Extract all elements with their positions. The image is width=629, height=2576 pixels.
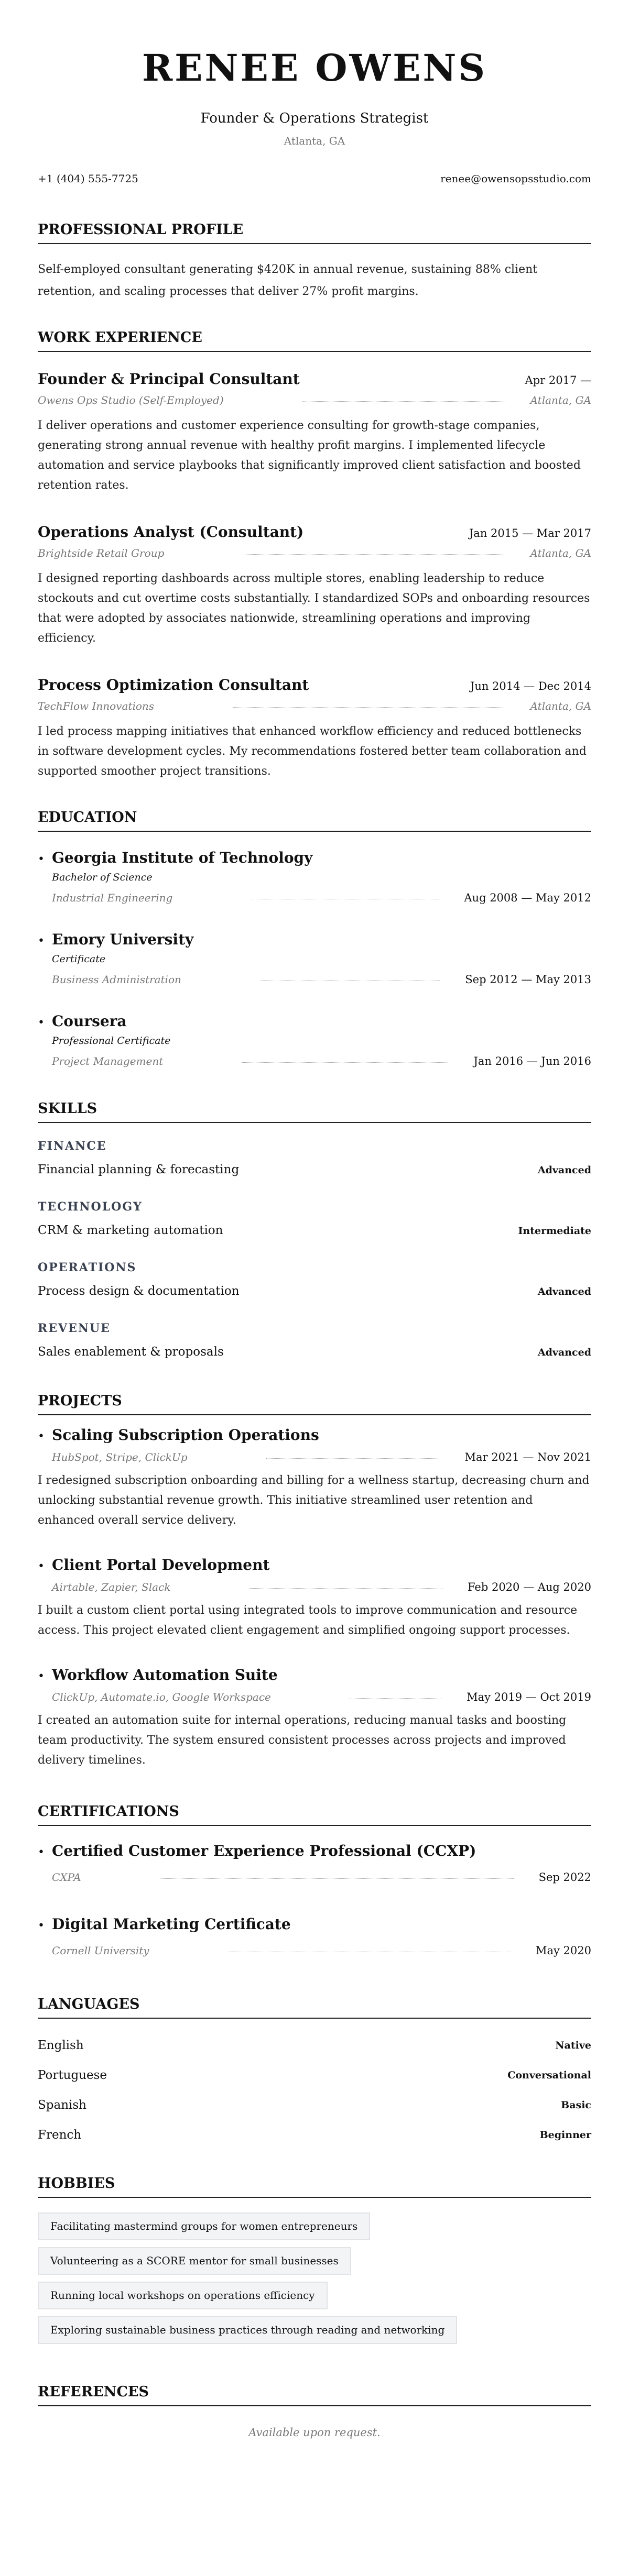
meta-left: HubSpot, Stripe, ClickUp (52, 1451, 188, 1463)
meta-right: Atlanta, GA (530, 700, 591, 712)
contact-row (38, 172, 591, 185)
projects-section (38, 1392, 591, 1770)
language-name: Spanish (38, 2098, 86, 2112)
meta-left: Airtable, Zapier, Slack (52, 1581, 171, 1593)
section-heading: LANGUAGES (38, 1996, 591, 2019)
job-entry (38, 523, 591, 648)
section-heading: WORK EXPERIENCE (38, 329, 591, 352)
meta-right: Feb 2020 — Aug 2020 (467, 1581, 591, 1593)
meta-right: Mar 2021 — Nov 2021 (464, 1451, 591, 1463)
section-heading: EDUCATION (38, 809, 591, 832)
bullet-icon: • (38, 1560, 45, 1573)
language-name: French (38, 2128, 82, 2142)
references-section (38, 2383, 591, 2439)
language-row (38, 2060, 591, 2090)
skill-category: FINANCE (38, 1139, 107, 1153)
candidate-name: RENEE OWENS (142, 46, 487, 90)
job-description: I designed reporting dashboards across multiple stores, enabling leadership to reduce stockouts and cut overtime costs substantially. I standardized SOPs and onboarding resources that were adopted by associates nationwide, streamlining operations and improving efficiency. (38, 572, 590, 645)
headline: Founder & Operations Strategist (200, 111, 429, 126)
references-text: Available upon request. (248, 2426, 381, 2439)
skill-group (38, 1199, 591, 1238)
meta-right: Sep 2012 — May 2013 (465, 973, 591, 986)
bullet-icon: • (38, 1670, 45, 1683)
education-section (38, 809, 591, 1069)
job-title: Founder & Principal Consultant (38, 370, 300, 388)
skill-category: REVENUE (38, 1322, 111, 1335)
certifications-section (38, 1803, 591, 1958)
skill-level: Advanced (537, 1164, 591, 1176)
bullet-icon: • (38, 934, 45, 948)
project-description: I created an automation suite for internal operations, reducing manual tasks and boosting team productivity. The system ensured consistent processes across projects and improved delivery timelines. (38, 1714, 567, 1767)
bullet-icon: • (38, 1016, 45, 1029)
meta-left: Industrial Engineering (52, 891, 173, 904)
language-level: Conversational (507, 2069, 591, 2081)
phone[interactable]: +1 (404) 555-7725 (38, 172, 138, 185)
job-description: I led process mapping initiatives that enhanced workflow efficiency and reduced bottlenecks in software development cycles. My recommendations fostered better team collaboration and supported smoother project transitions. (38, 725, 587, 778)
meta-left: Project Management (52, 1055, 164, 1067)
skill-name: Sales enablement & proposals (38, 1345, 224, 1359)
language-row (38, 2090, 591, 2120)
language-name: Portuguese (38, 2068, 107, 2082)
meta-left: Cornell University (52, 1944, 149, 1957)
dotted-leader (302, 401, 505, 402)
skill-level: Advanced (537, 1286, 591, 1297)
education-entry (38, 849, 591, 905)
skill-group (38, 1139, 591, 1177)
language-name: English (38, 2038, 84, 2052)
section-heading: SKILLS (38, 1100, 591, 1123)
meta-right: May 2020 (535, 1944, 591, 1957)
job-description: I deliver operations and customer experience consulting for growth-stage companies, generating strong annual revenue with healthy profit margins. I implemented lifecycle automation and service playbooks that significantly improved client satisfaction and boosted retention rates. (38, 419, 581, 492)
certification-name: Certified Customer Experience Professional (CCXP) (52, 1842, 476, 1859)
project-name: Client Portal Development (52, 1556, 270, 1573)
meta-left: TechFlow Innovations (38, 700, 155, 712)
location: Atlanta, GA (284, 135, 345, 147)
language-level: Basic (561, 2099, 591, 2111)
hobby-chip: Facilitating mastermind groups for women entrepreneurs (38, 2212, 370, 2240)
bullet-icon: • (38, 1430, 45, 1443)
meta-left: ClickUp, Automate.io, Google Workspace (52, 1691, 271, 1703)
skill-name: CRM & marketing automation (38, 1224, 223, 1237)
language-row (38, 2030, 591, 2060)
project-entry (38, 1556, 591, 1641)
job-dates: Apr 2017 — (525, 374, 591, 387)
job-dates: Jan 2015 — Mar 2017 (469, 527, 591, 540)
education-entry (38, 1012, 591, 1069)
bullet-icon: • (38, 853, 45, 866)
profile-text: Self-employed consultant generating $420K in annual revenue, sustaining 88% client retention, and scaling processes that deliver 27% profit margins. (38, 263, 538, 298)
section-heading: PROFESSIONAL PROFILE (38, 221, 591, 244)
language-row (38, 2120, 591, 2150)
job-title: Operations Analyst (Consultant) (38, 523, 304, 541)
skill-category: TECHNOLOGY (38, 1200, 143, 1214)
meta-left: Brightside Retail Group (38, 547, 165, 559)
hobby-chip: Exploring sustainable business practices through reading and networking (38, 2316, 457, 2344)
job-entry (38, 676, 591, 781)
dotted-leader (350, 1698, 441, 1699)
job-entry (38, 370, 591, 496)
hobby-chip: Volunteering as a SCORE mentor for small businesses (38, 2247, 351, 2275)
meta-left: Business Administration (52, 973, 181, 986)
meta-right: Jan 2016 — Jun 2016 (473, 1055, 591, 1067)
skill-level: Advanced (537, 1347, 591, 1358)
bullet-icon: • (38, 1919, 45, 1932)
work-section (38, 329, 591, 781)
project-name: Scaling Subscription Operations (52, 1426, 319, 1444)
hobby-chip: Running local workshops on operations efficiency (38, 2282, 328, 2309)
section-heading: CERTIFICATIONS (38, 1803, 591, 1826)
meta-right: Sep 2022 (538, 1871, 591, 1884)
dotted-leader (233, 707, 505, 708)
school-name: Coursera (52, 1012, 127, 1030)
project-description: I built a custom client portal using integrated tools to improve communication and resource access. This project elevated client engagement and simplified ongoing support processes. (38, 1604, 578, 1637)
section-heading: REFERENCES (38, 2383, 591, 2406)
resume-header (38, 0, 591, 185)
meta-right: Atlanta, GA (530, 547, 591, 559)
profile-section (38, 221, 591, 303)
project-name: Workflow Automation Suite (52, 1666, 278, 1683)
dotted-leader (160, 1878, 514, 1879)
job-title: Process Optimization Consultant (38, 676, 309, 693)
language-level: Native (555, 2039, 591, 2051)
skill-name: Financial planning & forecasting (38, 1163, 240, 1176)
project-description: I redesigned subscription onboarding and billing for a wellness startup, decreasing churn and unlocking substantial revenue growth. This initiative streamlined user retention and enhanced overall service delivery. (38, 1474, 590, 1527)
section-heading: HOBBIES (38, 2175, 591, 2198)
meta-left: CXPA (52, 1871, 81, 1884)
certification-name: Digital Marketing Certificate (52, 1916, 291, 1933)
job-dates: Jun 2014 — Dec 2014 (470, 680, 591, 692)
meta-left: Owens Ops Studio (Self-Employed) (38, 394, 224, 406)
skill-group (38, 1260, 591, 1299)
certification-entry (38, 1915, 591, 1958)
project-entry (38, 1426, 591, 1531)
dotted-leader (242, 1062, 448, 1063)
project-entry (38, 1666, 591, 1770)
language-level: Beginner (539, 2129, 591, 2141)
skill-level: Intermediate (518, 1225, 591, 1237)
school-name: Emory University (52, 931, 194, 948)
meta-right: May 2019 — Oct 2019 (467, 1691, 591, 1703)
section-heading: PROJECTS (38, 1392, 591, 1415)
dotted-leader (266, 1458, 440, 1459)
skills-section (38, 1100, 591, 1360)
degree: Certificate (52, 953, 106, 965)
skill-category: OPERATIONS (38, 1261, 137, 1274)
certification-entry (38, 1842, 591, 1885)
dotted-leader (249, 1588, 442, 1589)
meta-right: Aug 2008 — May 2012 (464, 891, 591, 904)
skill-group (38, 1321, 591, 1360)
email[interactable]: renee@owensopsstudio.com (440, 172, 591, 185)
hobbies-section (38, 2175, 591, 2351)
degree: Professional Certificate (52, 1035, 171, 1047)
dotted-leader (243, 554, 505, 555)
languages-section (38, 1996, 591, 2150)
school-name: Georgia Institute of Technology (52, 849, 313, 866)
education-entry (38, 930, 591, 987)
skill-name: Process design & documentation (38, 1284, 240, 1298)
meta-right: Atlanta, GA (530, 394, 591, 406)
degree: Bachelor of Science (52, 872, 153, 883)
bullet-icon: • (38, 1846, 45, 1859)
